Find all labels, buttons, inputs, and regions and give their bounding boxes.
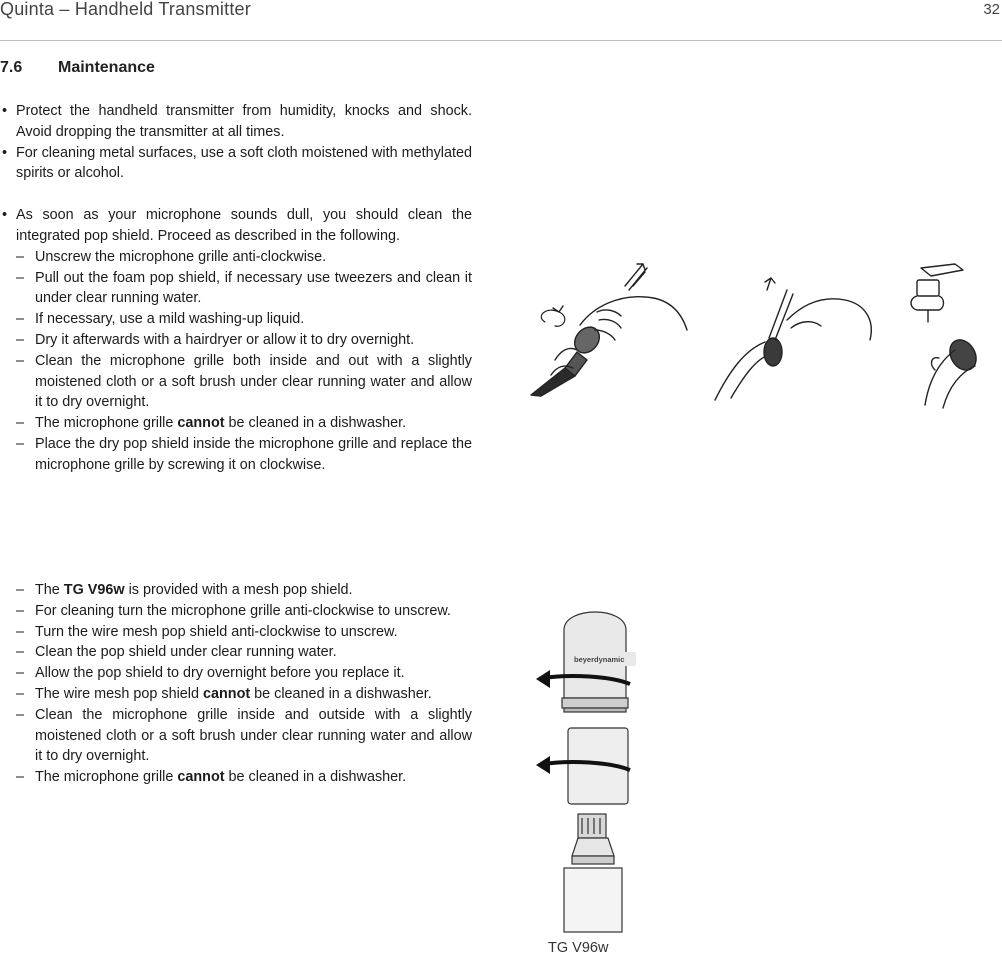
list-item: – Turn the wire mesh pop shield anti-clockwise to unscrew. (0, 622, 472, 643)
list-item: • Protect the handheld transmitter from humidity, knocks and shock. Avoid dropping the transmitter at all times. (0, 101, 472, 143)
section-heading (0, 59, 155, 77)
page-number: 32 (983, 1, 1000, 18)
running-header-title: Quinta – Handheld Transmitter (0, 0, 251, 19)
pop-shield-cleaning-illustration (525, 250, 995, 415)
brand-label: beyerdynamic (574, 655, 625, 664)
figure-caption: TG V96w (548, 940, 609, 956)
transmitter-body (564, 868, 622, 932)
list-item: – The wire mesh pop shield cannot be cleaned in a dishwasher. (0, 684, 472, 705)
list-item: – Pull out the foam pop shield, if necessary use tweezers and clean it under clear running water. (0, 268, 472, 310)
tweezers-drawing (715, 278, 871, 400)
unscrew-grille-drawing (531, 264, 687, 396)
tap-rinse-drawing (911, 264, 981, 408)
maintenance-instructions (0, 101, 472, 476)
list-item: – Clean the microphone grille both inside and out with a slightly moistened cloth or a soft brush under clear running water and allow it to dry overnight. (0, 351, 472, 413)
list-item: – Dry it afterwards with a hairdryer or allow it to dry overnight. (0, 330, 472, 351)
list-item: – For cleaning turn the microphone grille anti-clockwise to unscrew. (0, 601, 472, 622)
list-item: – Place the dry pop shield inside the microphone grille and replace the microphone grille by screwing it on clockwise. (0, 434, 472, 476)
list-item: – The TG V96w is provided with a mesh pop shield. (0, 580, 472, 601)
list-item: – The microphone grille cannot be cleaned in a dishwasher. (0, 413, 472, 434)
list-item: – The microphone grille cannot be cleaned in a dishwasher. (0, 767, 472, 788)
list-item: – Unscrew the microphone grille anti-clockwise. (0, 247, 472, 268)
section-title: Maintenance (58, 59, 155, 76)
list-item: • As soon as your microphone sounds dull, you should clean the integrated pop shield. Proceed as described in the following. (0, 205, 472, 247)
list-item: – Clean the microphone grille inside and outside with a slightly moistened cloth or a soft brush under clear running water and allow it to dry overnight. (0, 705, 472, 767)
tg-v96w-exploded-illustration (530, 600, 640, 934)
list-item: • For cleaning metal surfaces, use a soft cloth moistened with methylated spirits or alcohol. (0, 143, 472, 185)
header-divider (0, 40, 1002, 41)
list-item: – Allow the pop shield to dry overnight before you replace it. (0, 663, 472, 684)
list-item: – If necessary, use a mild washing-up liquid. (0, 309, 472, 330)
tg-v96w-instructions (0, 580, 472, 788)
microphone-capsule (572, 814, 614, 864)
section-number: 7.6 (0, 59, 23, 76)
list-item: – Clean the pop shield under clear running water. (0, 642, 472, 663)
